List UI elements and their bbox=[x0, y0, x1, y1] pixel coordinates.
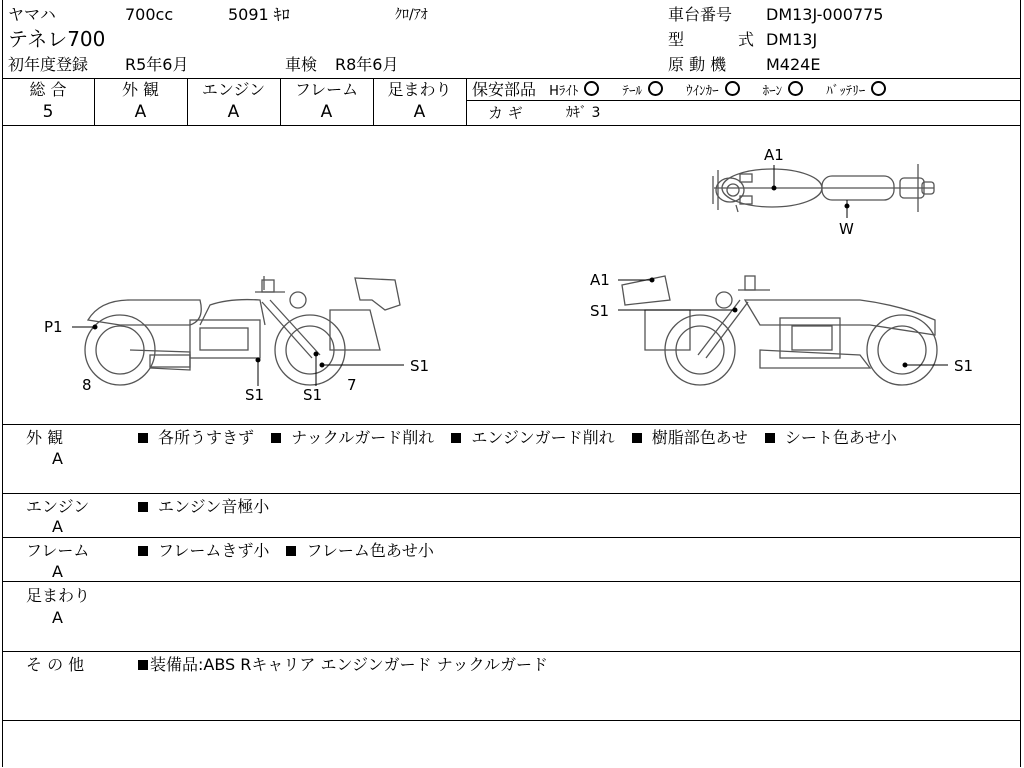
safety-horn: ﾎｰﾝ bbox=[763, 84, 804, 99]
grade-header-engine: エンジン bbox=[201, 80, 266, 99]
type-label-2: 式 bbox=[738, 30, 755, 49]
section-frame-label: フレーム bbox=[26, 541, 90, 560]
grade-value-engine: A bbox=[227, 102, 240, 122]
section-exterior-label: 外 観 bbox=[26, 428, 64, 447]
grade-header-suspension: 足まわり bbox=[387, 80, 452, 99]
bullet-square-icon bbox=[271, 433, 281, 443]
safety-parts-label: 保安部品 bbox=[472, 80, 537, 99]
type-label-1: 型 bbox=[668, 30, 685, 49]
inspection-value: R8年6月 bbox=[335, 55, 399, 74]
color: ｸﾛ/ｱｵ bbox=[395, 7, 428, 23]
section-frame-remarks: フレームきず小 フレーム色あせ小 bbox=[138, 541, 434, 561]
bullet-square-icon bbox=[138, 502, 148, 512]
frame-number-value: DM13J-000775 bbox=[766, 5, 884, 24]
ok-circle-icon bbox=[648, 81, 663, 96]
section-engine-label: エンジン bbox=[26, 497, 90, 516]
bullet-square-icon bbox=[765, 433, 775, 443]
safety-battery: ﾊﾞｯﾃﾘｰ bbox=[826, 84, 886, 99]
grade-header-exterior: 外 観 bbox=[121, 80, 160, 99]
section-suspension-label: 足まわり bbox=[26, 586, 91, 605]
model-name: テネレ700 bbox=[8, 27, 106, 51]
grade-value-suspension: A bbox=[413, 102, 426, 122]
frame-number-label: 車台番号 bbox=[668, 5, 733, 24]
ok-circle-icon bbox=[584, 81, 599, 96]
grade-header-overall: 総 合 bbox=[29, 80, 67, 99]
label-right-s1-b: S1 bbox=[954, 357, 974, 375]
displacement: 700cc bbox=[125, 5, 174, 24]
label-left-s1-c: S1 bbox=[410, 357, 430, 375]
grade-value-exterior: A bbox=[134, 102, 147, 122]
grade-header-frame: フレーム bbox=[294, 80, 359, 99]
section-exterior-remarks: 各所うすきず ナックルガード削れ エンジンガード削れ 樹脂部色あせ シート色あせ小 bbox=[138, 428, 897, 448]
maker: ヤマハ bbox=[8, 5, 56, 24]
label-left-s1-b: S1 bbox=[303, 386, 323, 404]
grade-value-frame: A bbox=[320, 102, 333, 122]
right-side-bike-icon bbox=[622, 276, 937, 385]
section-other-remarks: 装備品:ABS Rキャリア エンジンガード ナックルガード bbox=[138, 655, 548, 675]
safety-headlight: Hﾗｲﾄ bbox=[549, 84, 599, 99]
bullet-square-icon bbox=[451, 433, 461, 443]
safety-tail: ﾃｰﾙ bbox=[622, 84, 663, 99]
section-suspension-rank: A bbox=[52, 608, 63, 627]
section-exterior-rank: A bbox=[52, 449, 63, 468]
label-left-8: 8 bbox=[82, 376, 92, 394]
type-value: DM13J bbox=[766, 30, 818, 49]
label-right-s1-a: S1 bbox=[590, 302, 610, 320]
label-left-7: 7 bbox=[347, 376, 357, 394]
bullet-square-icon bbox=[286, 546, 296, 556]
ok-circle-icon bbox=[725, 81, 740, 96]
inspection-label: 車検 bbox=[285, 55, 318, 74]
left-side-bike-icon bbox=[85, 276, 400, 385]
section-engine-rank: A bbox=[52, 517, 63, 536]
label-left-p1: P1 bbox=[44, 318, 63, 336]
first-registration-value: R5年6月 bbox=[125, 55, 189, 74]
top-view-bike-icon bbox=[713, 164, 934, 212]
key-value: ｶｷﾞ 3 bbox=[566, 105, 601, 121]
ok-circle-icon bbox=[871, 81, 886, 96]
label-right-a1: A1 bbox=[590, 271, 610, 289]
label-top-w: W bbox=[839, 220, 854, 238]
bullet-square-icon bbox=[138, 433, 148, 443]
engine-model-value: M424E bbox=[766, 55, 821, 74]
damage-diagram bbox=[0, 126, 1024, 424]
safety-winker: ｳｲﾝｶｰ bbox=[686, 84, 740, 99]
safety-parts-row bbox=[472, 80, 886, 102]
ok-circle-icon bbox=[788, 81, 803, 96]
grade-value-overall: 5 bbox=[42, 102, 54, 122]
bullet-square-icon bbox=[138, 660, 148, 670]
label-top-a1: A1 bbox=[764, 146, 784, 164]
first-registration-label: 初年度登録 bbox=[8, 55, 89, 74]
bullet-square-icon bbox=[138, 546, 148, 556]
engine-model-label: 原 動 機 bbox=[668, 55, 727, 74]
section-frame-rank: A bbox=[52, 562, 63, 581]
section-other-label: そ の 他 bbox=[26, 655, 85, 674]
bullet-square-icon bbox=[632, 433, 642, 443]
mileage: 5091 ｷﾛ bbox=[228, 5, 290, 24]
key-label: カ ギ bbox=[488, 104, 523, 122]
section-engine-remarks: エンジン音極小 bbox=[138, 497, 269, 517]
label-left-s1-a: S1 bbox=[245, 386, 265, 404]
